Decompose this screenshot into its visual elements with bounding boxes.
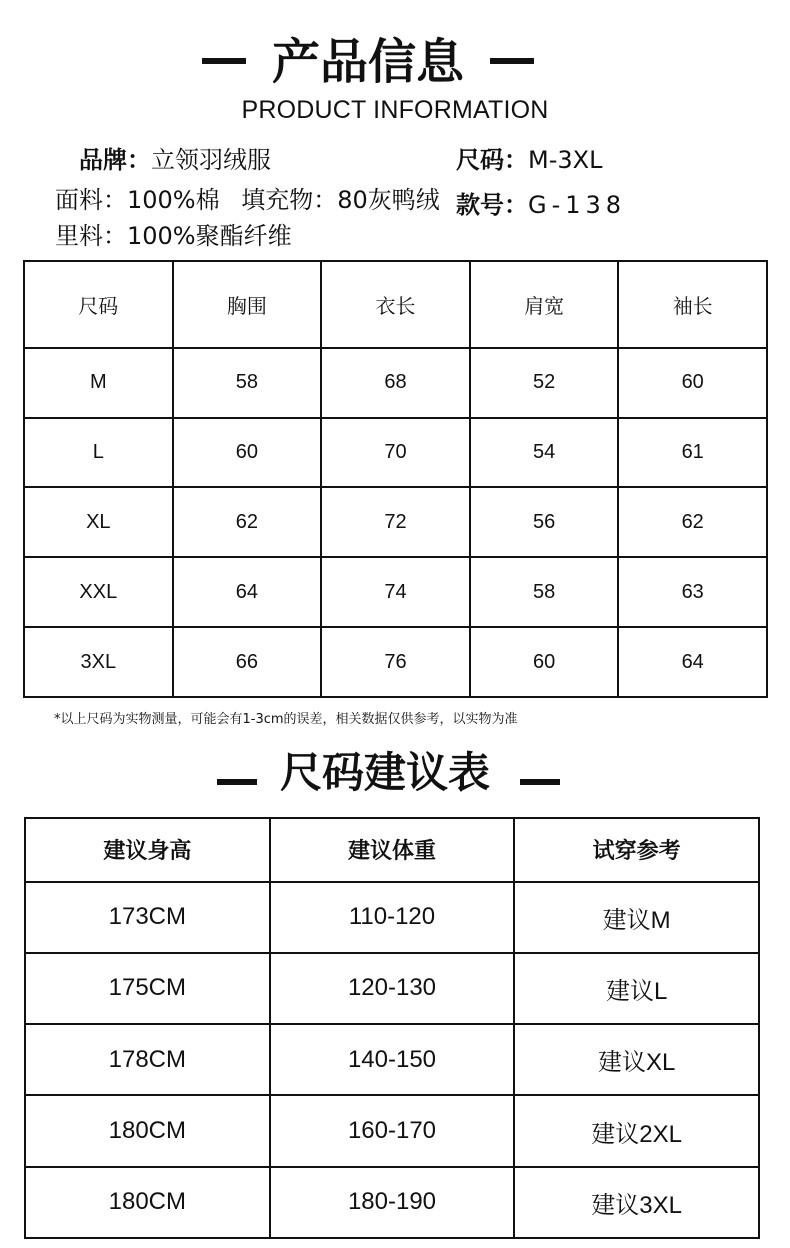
size-cell: L (24, 418, 173, 488)
table-row (24, 487, 767, 557)
weight-cell: 160-170 (270, 1095, 515, 1166)
chest-cell: 64 (173, 557, 322, 627)
height-cell: 178CM (25, 1024, 270, 1095)
spec-size-value: M-3XL (528, 146, 603, 174)
chest-cell: 60 (173, 418, 322, 488)
weight-cell: 140-150 (270, 1024, 515, 1095)
spec-lining-value: 100%聚酯纤维 (127, 222, 292, 250)
length-cell: 76 (321, 627, 470, 697)
shoulder-cell: 56 (470, 487, 619, 557)
length-cell: 72 (321, 487, 470, 557)
chest-cell: 66 (173, 627, 322, 697)
spec-filling-label: 填充物： (241, 186, 338, 214)
size-recommend-table (24, 817, 760, 1239)
table-row (25, 953, 759, 1024)
table-row (24, 557, 767, 627)
recommend-header-cell: 试穿参考 (514, 818, 759, 882)
spec-brand-value: 立领羽绒服 (151, 146, 271, 174)
fit-cell: 建议M (514, 882, 759, 953)
table-row (25, 1024, 759, 1095)
sleeve-cell: 63 (618, 557, 767, 627)
spec-lining-label: 里料： (55, 222, 127, 250)
size-recommend-title: 尺码建议表 (279, 748, 490, 797)
shoulder-cell: 52 (470, 348, 619, 418)
height-cell: 180CM (25, 1095, 270, 1166)
sleeve-cell: 60 (618, 348, 767, 418)
spec-fabric (55, 184, 440, 216)
sleeve-cell: 62 (618, 487, 767, 557)
chest-cell: 62 (173, 487, 322, 557)
length-cell: 70 (321, 418, 470, 488)
size-table-header-cell: 衣长 (321, 261, 470, 348)
size-cell: 3XL (24, 627, 173, 697)
weight-cell: 110-120 (270, 882, 515, 953)
size-cell: XL (24, 487, 173, 557)
size-table-header-cell: 胸围 (173, 261, 322, 348)
size-recommend-title-row (0, 745, 790, 805)
fit-cell: 建议L (514, 953, 759, 1024)
table-row (25, 882, 759, 953)
page-title: 产品信息 (271, 34, 464, 90)
recommend-header-cell: 建议体重 (270, 818, 515, 882)
height-cell: 180CM (25, 1167, 270, 1238)
size-table (23, 260, 768, 698)
size-cell: M (24, 348, 173, 418)
spec-lining (55, 220, 292, 252)
spec-filling-value: 80灰鸭绒 (337, 186, 440, 214)
shoulder-cell: 54 (470, 418, 619, 488)
spec-brand (79, 144, 271, 176)
measurement-footnote: *以上尺码为实物测量，可能会有1-3cm的误差，相关数据仅供参考，以实物为准 (54, 712, 518, 727)
fit-cell: 建议3XL (514, 1167, 759, 1238)
sleeve-cell: 64 (618, 627, 767, 697)
page-subtitle: PRODUCT INFORMATION (241, 96, 549, 124)
spec-model-label: 款号： (456, 191, 528, 219)
sleeve-cell: 61 (618, 418, 767, 488)
table-row (25, 1095, 759, 1166)
fit-cell: 建议2XL (514, 1095, 759, 1166)
spec-brand-label: 品牌： (79, 146, 151, 174)
spec-fabric-value: 100%棉 (127, 186, 220, 214)
size-table-header-row (24, 261, 767, 348)
chest-cell: 58 (173, 348, 322, 418)
title-dash-left (202, 58, 246, 64)
recommend-header-cell: 建议身高 (25, 818, 270, 882)
title-dash-right (490, 58, 534, 64)
weight-cell: 120-130 (270, 953, 515, 1024)
recommend-header-row (25, 818, 759, 882)
height-cell: 175CM (25, 953, 270, 1024)
size-table-header-cell: 尺码 (24, 261, 173, 348)
spec-size-label: 尺码： (456, 146, 528, 174)
table-row (24, 418, 767, 488)
title2-dash-right (520, 779, 560, 785)
table-row (24, 348, 767, 418)
fit-cell: 建议XL (514, 1024, 759, 1095)
size-cell: XXL (24, 557, 173, 627)
size-table-header-cell: 袖长 (618, 261, 767, 348)
height-cell: 173CM (25, 882, 270, 953)
table-row (24, 627, 767, 697)
table-row (25, 1167, 759, 1238)
title2-dash-left (217, 779, 257, 785)
spec-size (456, 144, 602, 176)
spec-model (456, 189, 626, 221)
spec-model-value: G-138 (528, 191, 627, 219)
length-cell: 74 (321, 557, 470, 627)
weight-cell: 180-190 (270, 1167, 515, 1238)
product-info-title-row (0, 18, 790, 98)
shoulder-cell: 60 (470, 627, 619, 697)
size-table-header-cell: 肩宽 (470, 261, 619, 348)
shoulder-cell: 58 (470, 557, 619, 627)
spec-fabric-label: 面料： (55, 186, 127, 214)
length-cell: 68 (321, 348, 470, 418)
